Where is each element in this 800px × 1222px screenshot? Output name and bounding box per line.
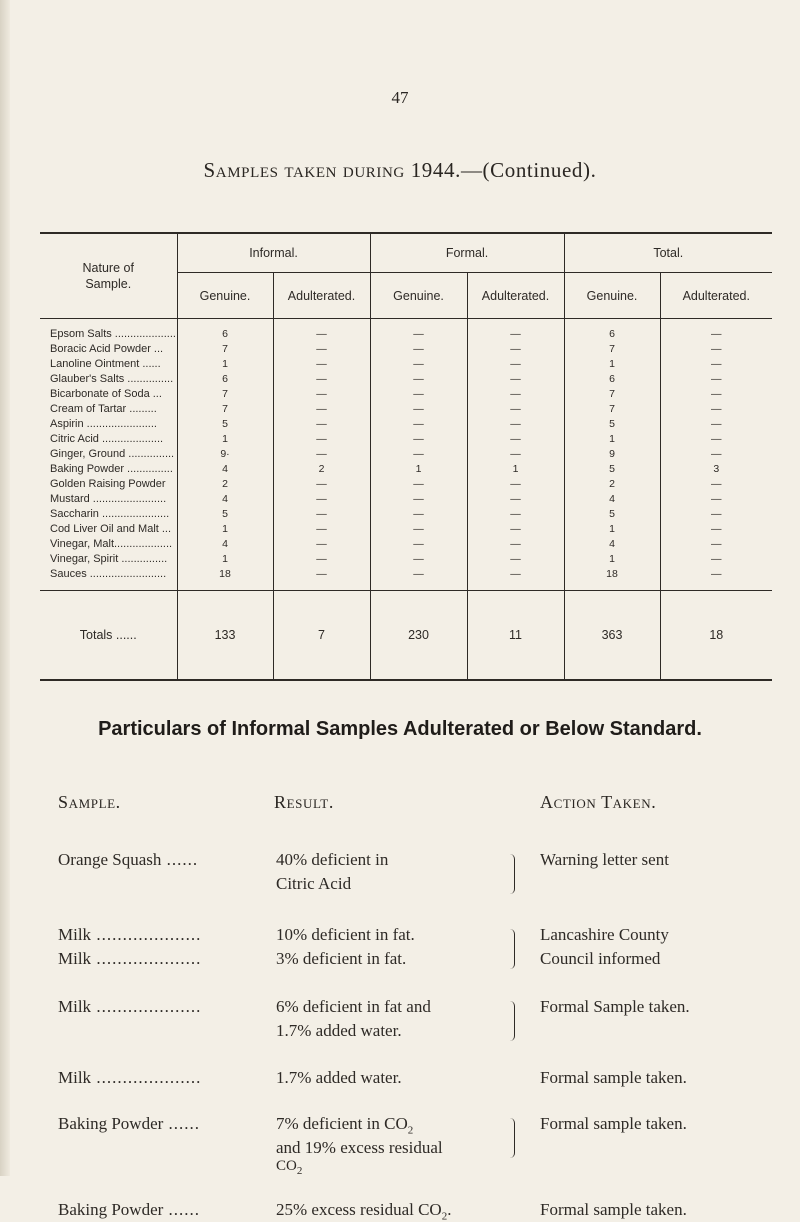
value-cell: 9· (220, 448, 230, 460)
value-cell: 1 (467, 462, 564, 477)
value-cell: — (467, 492, 564, 507)
totals-value-cell: 11 (467, 591, 564, 681)
title-rest: —(Continued). (460, 158, 597, 182)
value-cell: 7 (564, 342, 660, 357)
table-row (40, 372, 772, 387)
table-row (40, 319, 772, 343)
sample-name-cell: Glauber's Salts ............... (40, 372, 177, 387)
value-cell: — (370, 357, 467, 372)
value-cell: — (370, 507, 467, 522)
value-cell: 5 (564, 462, 660, 477)
table-row (40, 357, 772, 372)
table-row (40, 462, 772, 477)
header-informal-genuine: Genuine. (177, 273, 273, 319)
table-row (40, 537, 772, 552)
table-row (40, 432, 772, 447)
table-row (40, 402, 772, 417)
table-row (40, 342, 772, 357)
value-cell: — (370, 387, 467, 402)
value-cell: 2 (564, 477, 660, 492)
header-formal: Formal. (370, 233, 564, 273)
samples-table (40, 232, 772, 681)
value-cell: — (467, 567, 564, 591)
page-title (0, 158, 800, 183)
value-cell: — (467, 537, 564, 552)
sample-name-cell: Vinegar, Malt................... (40, 537, 177, 552)
value-cell: — (370, 432, 467, 447)
value-cell: — (273, 402, 370, 417)
action-text: Council informed (540, 949, 661, 968)
value-cell: — (370, 522, 467, 537)
title-caps: Samples taken during (203, 158, 405, 182)
value-cell: — (370, 567, 467, 591)
totals-value-cell: 18 (660, 591, 772, 681)
value-cell: — (660, 492, 772, 507)
action-text: Formal sample taken. (540, 1200, 687, 1219)
value-cell: — (273, 417, 370, 432)
header-total-genuine: Genuine. (564, 273, 660, 319)
sample-name: Milk .................... (58, 997, 202, 1016)
value-cell: 7 (222, 343, 228, 355)
header-total: Total. (564, 233, 772, 273)
action-text: Formal sample taken. (540, 1068, 687, 1087)
value-cell: 4 (222, 538, 228, 550)
action-text: Warning letter sent (540, 850, 669, 869)
result-text: 25% excess residual $CO_2$. (276, 1200, 452, 1222)
sample-name-cell: Lanoline Ointment ...... (40, 357, 177, 372)
value-cell: 5 (222, 508, 228, 520)
value-cell: — (370, 319, 467, 343)
totals-value-cell: 133 (177, 591, 273, 681)
value-cell: — (370, 342, 467, 357)
value-cell: — (660, 342, 772, 357)
value-cell: 6 (564, 372, 660, 387)
column-header-result: Result. (274, 792, 334, 812)
header-formal-genuine: Genuine. (370, 273, 467, 319)
header-nature-of-sample: Nature of Sample. (40, 233, 177, 319)
table-row (40, 387, 772, 402)
value-cell: 5 (564, 507, 660, 522)
sample-name: Baking Powder ...... (58, 1200, 201, 1219)
value-cell: 18 (219, 568, 231, 580)
value-cell: — (467, 342, 564, 357)
value-cell: — (273, 357, 370, 372)
value-cell: — (370, 537, 467, 552)
result-text: 3% deficient in fat. (276, 949, 407, 968)
table-row (40, 417, 772, 432)
value-cell: 5 (564, 417, 660, 432)
value-cell: — (660, 402, 772, 417)
value-cell: — (273, 477, 370, 492)
sample-name-cell: Citric Acid .................... (40, 432, 177, 447)
value-cell: — (273, 507, 370, 522)
value-cell: — (467, 447, 564, 462)
value-cell: — (273, 492, 370, 507)
result-text: 1.7% added water. (276, 1068, 402, 1087)
value-cell: 1 (564, 552, 660, 567)
result-text: 7% deficient in $CO_2$ (276, 1114, 414, 1137)
value-cell: 4 (564, 492, 660, 507)
result-text: 6% deficient in fat and (276, 997, 431, 1016)
value-cell: — (660, 319, 772, 343)
table-body (40, 319, 772, 681)
particulars-heading: Particulars of Informal Samples Adulterated or Below Standard. (98, 718, 702, 740)
sample-name-cell: Aspirin ....................... (40, 417, 177, 432)
value-cell: 1 (564, 432, 660, 447)
value-cell: — (467, 552, 564, 567)
value-cell: — (660, 507, 772, 522)
action-text: Formal Sample taken. (540, 997, 690, 1016)
column-header-sample: Sample. (58, 792, 121, 812)
value-cell: 7 (564, 402, 660, 417)
value-cell: 7 (222, 388, 228, 400)
value-cell: — (370, 552, 467, 567)
table-row (40, 447, 772, 462)
sample-name-cell: Baking Powder ............... (40, 462, 177, 477)
value-cell: — (467, 522, 564, 537)
bracket (510, 1001, 515, 1041)
sample-name-cell: Boracic Acid Powder ... (40, 342, 177, 357)
totals-value-cell: 7 (273, 591, 370, 681)
value-cell: 7 (222, 403, 228, 415)
value-cell: — (370, 372, 467, 387)
sample-name-cell: Epsom Salts .................... (40, 319, 177, 343)
totals-value-cell: 363 (564, 591, 660, 681)
value-cell: 5 (222, 418, 228, 430)
value-cell: — (467, 417, 564, 432)
sample-name-cell: Sauces ......................... (40, 567, 177, 591)
value-cell: — (467, 387, 564, 402)
value-cell: 9 (564, 447, 660, 462)
value-cell: — (273, 372, 370, 387)
value-cell: — (660, 567, 772, 591)
sample-name: Baking Powder ...... (58, 1114, 201, 1133)
page-number: 47 (391, 88, 409, 107)
sample-name: Milk .................... (58, 1068, 202, 1087)
table-row (40, 522, 772, 537)
table-row (40, 567, 772, 591)
table-row (40, 552, 772, 567)
value-cell: 6 (222, 373, 228, 385)
totals-value-cell: 230 (370, 591, 467, 681)
value-cell: — (467, 477, 564, 492)
value-cell: 2 (273, 462, 370, 477)
value-cell: — (660, 477, 772, 492)
column-header-action: Action Taken. (540, 792, 657, 812)
sample-name-cell: Cod Liver Oil and Malt ... (40, 522, 177, 537)
value-cell: — (370, 492, 467, 507)
value-cell: — (273, 537, 370, 552)
sample-name-cell: Golden Raising Powder (40, 477, 177, 492)
value-cell: — (467, 432, 564, 447)
value-cell: — (273, 319, 370, 343)
result-text: 10% deficient in fat. (276, 925, 415, 944)
value-cell: — (273, 447, 370, 462)
result-text: 1.7% added water. (276, 1021, 402, 1040)
value-cell: — (660, 432, 772, 447)
value-cell: — (660, 387, 772, 402)
value-cell: 1 (222, 433, 228, 445)
value-cell: — (273, 552, 370, 567)
totals-row (40, 591, 772, 681)
value-cell: — (370, 402, 467, 417)
sample-name-cell: Mustard ........................ (40, 492, 177, 507)
sample-name-cell: Ginger, Ground ............... (40, 447, 177, 462)
header-informal: Informal. (177, 233, 370, 273)
bracket (510, 854, 515, 894)
value-cell: 1 (222, 523, 228, 535)
value-cell: — (467, 507, 564, 522)
value-cell: — (660, 372, 772, 387)
table-row (40, 507, 772, 522)
result-text: and 19% excess residual (276, 1138, 443, 1157)
value-cell: — (273, 342, 370, 357)
sample-name-cell: Cream of Tartar ......... (40, 402, 177, 417)
value-cell: 1 (370, 462, 467, 477)
value-cell: — (660, 357, 772, 372)
value-cell: — (370, 417, 467, 432)
value-cell: — (660, 537, 772, 552)
value-cell: 6 (564, 319, 660, 343)
value-cell: — (467, 319, 564, 343)
value-cell: — (273, 387, 370, 402)
value-cell: 7 (564, 387, 660, 402)
table-row (40, 477, 772, 492)
value-cell: — (660, 447, 772, 462)
value-cell: 4 (222, 493, 228, 505)
value-cell: 18 (564, 567, 660, 591)
value-cell: — (273, 432, 370, 447)
value-cell: 3 (660, 462, 772, 477)
result-text: $CO_2$ (276, 1158, 303, 1177)
header-informal-adulterated: Adulterated. (273, 273, 370, 319)
value-cell: 1 (222, 553, 228, 565)
value-cell: — (370, 477, 467, 492)
sample-name-cell: Saccharin ...................... (40, 507, 177, 522)
value-cell: 1 (564, 522, 660, 537)
result-text: Citric Acid (276, 874, 352, 893)
sample-name-cell: Vinegar, Spirit ............... (40, 552, 177, 567)
title-year: 1944. (410, 158, 461, 182)
value-cell: — (467, 402, 564, 417)
table-row (40, 492, 772, 507)
value-cell: 4 (222, 463, 228, 475)
value-cell: 6 (222, 328, 228, 340)
value-cell: 1 (564, 357, 660, 372)
value-cell: — (660, 417, 772, 432)
sample-name: Milk .................... (58, 925, 202, 944)
header-total-adulterated: Adulterated. (660, 273, 772, 319)
header-formal-adulterated: Adulterated. (467, 273, 564, 319)
value-cell: 2 (222, 478, 228, 490)
result-text: 40% deficient in (276, 850, 389, 869)
sample-name: Orange Squash ...... (58, 850, 199, 869)
value-cell: — (660, 552, 772, 567)
value-cell: — (467, 372, 564, 387)
value-cell: — (467, 357, 564, 372)
value-cell: — (273, 567, 370, 591)
value-cell: 1 (222, 358, 228, 370)
value-cell: 4 (564, 537, 660, 552)
value-cell: — (660, 522, 772, 537)
bracket (510, 1118, 515, 1158)
sample-name: Milk .................... (58, 949, 202, 968)
value-cell: — (273, 522, 370, 537)
action-text: Formal sample taken. (540, 1114, 687, 1133)
bracket (510, 929, 515, 969)
value-cell: — (370, 447, 467, 462)
sample-name-cell: Bicarbonate of Soda ... (40, 387, 177, 402)
action-text: Lancashire County (540, 925, 669, 944)
totals-label: Totals ...... (40, 591, 177, 681)
